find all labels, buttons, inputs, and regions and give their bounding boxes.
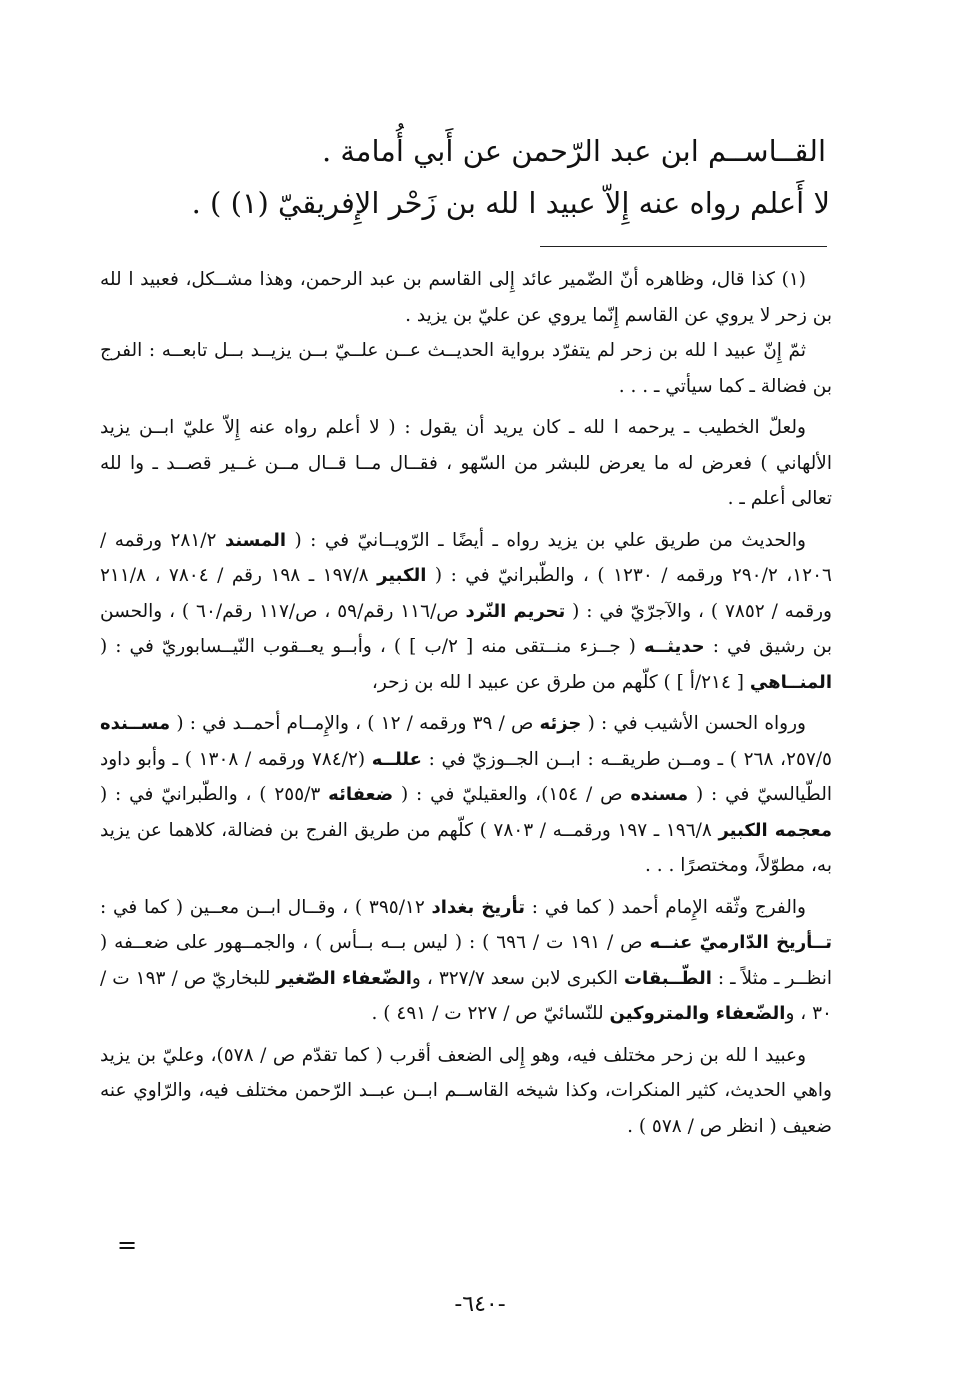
footnote-paragraph-1: (١) كذا قال، وظاهره أنّ الضّمير عائد إِلى القاسم بن عبد الرحمن، وهذا مشــكل، فعبيد ا لله بن زحر لا يروي عن القاسم إِنّما يروي عن عليّ بن يزيد . — [100, 269, 832, 326]
main-text-line-2: لا أَعلم رواه عنه إِلاّ عبيد ا لله بن زَحْر الإِفريقيّ (١) ) . — [191, 186, 830, 220]
page-number: -٦٤٠- — [454, 1292, 506, 1317]
source-title: جزئه — [539, 713, 582, 734]
footnote-separator — [540, 246, 827, 247]
source-title: تأريخ بغداد — [431, 896, 526, 918]
main-text — [110, 125, 830, 229]
source-title: الكبير — [377, 565, 427, 586]
footnote-paragraph-5: ورواه الحسن الأشيب في : ( جزئه ص / ٣٩ ورقمه / ١٢ ) ، والإِمــام أحمــد في : ( مســنده ٢٥٧/٥، ٢٦٨ ) ـ ومــن طريقــه : ابــن الجــوزيّ في : عللــه (٧٨٤/٢ ورقمه / ١٣٠٨ ) ـ وأبو داود الطّيالسيّ في : ( مسنده ص / ١٥٤)، والعقيليّ في : ( ضعفائه ٢٥٥/٣ ) ، والطّبرانيّ في : ( معجمه الكبير ١٩٦/٨ ـ ١٩٧ ورقمــه / ٧٨٠٣ ) كلّهم من طريق الفرج بن فضالة، كلاهما عن يزيد به، مطوّلاً، ومختصرًا . . . — [100, 713, 832, 876]
continuation-mark: = — [117, 1231, 138, 1259]
source-title: عللــه — [371, 748, 422, 770]
footnote-paragraph-3: ولعلّ الخطيب ـ يرحمه ا لله ـ كان يريد أن يقول : ( لا أعلم رواه عنه إِلاّ عليّ ابــن يزيد الألهاني ) فعرض له ما يعرض للبشر من السّهو ، فقــال مــا قــال مــن غــير قصــد ـ وا لله تعالى أعلم ـ . — [100, 417, 832, 509]
source-title: الطّــبقات — [623, 967, 712, 989]
source-title: مســنده — [100, 713, 171, 734]
footnotes — [100, 262, 832, 1144]
footnote-paragraph-2: ثمّ إِنّ عبيد ا لله بن زحر لم يتفرّد برواية الحديــث عــن علــيّ بــن يزيــد بــل تابعــه : الفرج بن فضالة ـ كما سيأتي ـ . . . — [100, 340, 832, 397]
source-title: الضّعفاء والمتروكين — [609, 1003, 786, 1024]
source-title: المسند — [224, 529, 286, 551]
source-title: الضّعفاء الصّغير — [276, 967, 412, 989]
source-title: مسنده — [630, 784, 689, 805]
footnote-paragraph-6: والفرج وثّقه الإِمام أحمد ( كما في : تأريخ بغداد ٣٩٥/١٢ ) ، وقــال ابــن معــين ( كما في : تــأريخ الدّارميّ عنــه ص / ١٩١ ت / ٦٩٦ ) : ( ليس بــه بــأس ) ، والجمــهور على ضعــفه ( انظــر ـ مثلاً ـ : الطّــبقات الكبرى لابن سعد ٣٢٧/٧ ، والضّعفاء الصّغير للبخاريّ ص / ١٩٣ ت / ٣٠ ، والضّعفاء والمتروكين للنّسائيّ ص / ٢٢٧ ت / ٤٩١ ) . — [100, 896, 832, 1024]
footnote-paragraph-4: والحديث من طريق علي بن يزيد رواه ـ أيضًا ـ الرّويــانيّ في : ( المسند ٢٨١/٢ ورقمه / ١٢٠٦، ٢٩٠/٢ ورقمه / ١٢٣٠ ) ، والطّبرانيّ في : ( الكبير ١٩٧/٨ ـ ١٩٨ رقم / ٧٨٠٤ ، ٢١١/٨ ورقمه / ٧٨٥٢ ) ، والآجرّيّ في : ( تحريم النّرد ص/١١٦ رقم/٥٩ ، ص/١١٧ رقم/٦٠ ) ، والحسن بن رشيق في : حديثــه ( جــزء منــتقى منه [ ٢/ب ] ) ، وأبــو يعــقوب النّيــسابوريّ في : ( المنــاهي [ ٢١٤/أ ] ) كلّهم من طرق عن عبيد ا لله بن زحر، — [100, 529, 832, 693]
source-title: تحريم النّرد — [465, 600, 566, 622]
source-title: معجمه الكبير — [718, 819, 832, 841]
source-title: المنــاهي — [749, 671, 832, 693]
source-title: ضعفائه — [328, 784, 394, 805]
footnote-paragraph-7: وعبيد ا لله بن زحر مختلف فيه، وهو إِلى الضعف أقرب ( كما تقدّم ص / ٥٧٨)، وعليّ بن يزيد واهي الحديث، كثير المنكرات، وكذا شيخه القاســم ابــن عبــد الرّحمن مختلف فيه، والرّاوي عنه ضعيف ( انظر ص / ٥٧٨ ) . — [100, 1044, 832, 1137]
source-title: حديثــه — [643, 636, 705, 657]
main-text-line-1: القــاســم ابن عبد الرّحمن عن أَبي أُمامة . — [321, 134, 826, 168]
source-title: تــأريخ الدّارميّ عنــه — [649, 932, 832, 953]
